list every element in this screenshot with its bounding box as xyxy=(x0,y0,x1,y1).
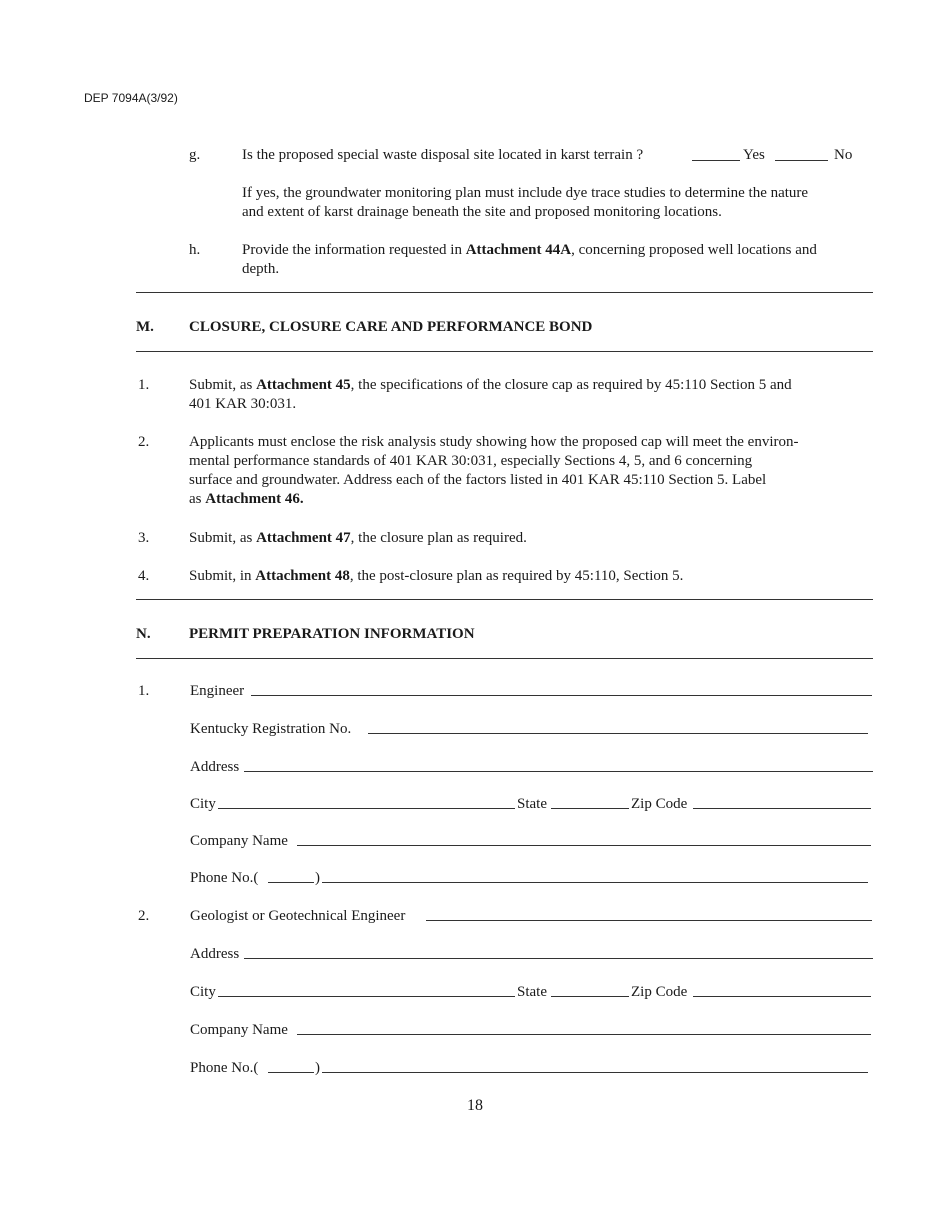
engineer-field[interactable] xyxy=(251,695,872,696)
attachment-45: Attachment 45 xyxy=(256,377,351,393)
geologist-state-label: State xyxy=(517,984,547,1000)
engineer-label: Engineer xyxy=(190,683,245,699)
m-item-4-pre: Submit, in xyxy=(189,568,256,584)
geologist-address-label: Address xyxy=(190,946,240,962)
geologist-phone-field[interactable] xyxy=(322,1072,868,1073)
geologist-phone-label: Phone No.( xyxy=(190,1060,259,1076)
geologist-field[interactable] xyxy=(426,920,872,921)
attachment-48: Attachment 48 xyxy=(255,568,350,584)
m-item-3-post: , the closure plan as required. xyxy=(350,530,527,546)
item-g-question: Is the proposed special waste disposal site located in karst terrain ? xyxy=(242,147,644,163)
m-item-3-line1 xyxy=(189,529,527,548)
section-n-title: PERMIT PREPARATION INFORMATION xyxy=(189,626,475,642)
m-item-4-post: , the post-closure plan as required by 45:110, Section 5. xyxy=(349,568,684,584)
engineer-city-label: City xyxy=(190,796,216,812)
attachment-47: Attachment 47 xyxy=(256,530,351,546)
engineer-city-field[interactable] xyxy=(218,808,515,809)
m-item-1-line2: 401 KAR 30:031. xyxy=(189,396,297,412)
section-m-letter: M. xyxy=(136,319,154,335)
engineer-phone-close: ) xyxy=(315,870,320,886)
geologist-city-label: City xyxy=(190,984,216,1000)
section-divider xyxy=(136,599,873,600)
item-h-line1 xyxy=(242,241,817,260)
item-h-line2: depth. xyxy=(242,261,280,277)
item-h-letter: h. xyxy=(189,242,201,258)
geologist-address-field[interactable] xyxy=(244,958,873,959)
engineer-zip-label: Zip Code xyxy=(631,796,688,812)
geologist-label: Geologist or Geotechnical Engineer xyxy=(190,908,406,924)
engineer-area-code-field[interactable] xyxy=(268,882,314,883)
m-item-3-num: 3. xyxy=(138,530,150,546)
m-item-1-num: 1. xyxy=(138,377,150,393)
item-h-post: , concerning proposed well locations and xyxy=(571,242,817,258)
geologist-company-field[interactable] xyxy=(297,1034,871,1035)
geologist-area-code-field[interactable] xyxy=(268,1072,314,1073)
registration-label: Kentucky Registration No. xyxy=(190,721,352,737)
item-g-letter: g. xyxy=(189,147,201,163)
engineer-company-label: Company Name xyxy=(190,833,288,849)
item-g-note-line1: If yes, the groundwater monitoring plan must include dye trace studies to determine the nature xyxy=(242,185,809,201)
yes-answer-line[interactable] xyxy=(692,160,740,161)
m-item-1-line1 xyxy=(189,376,792,395)
no-answer-line[interactable] xyxy=(775,160,828,161)
m-item-2-line4-pre: as xyxy=(189,491,206,507)
page-number: 18 xyxy=(467,1097,483,1114)
attachment-44a: Attachment 44A xyxy=(465,242,572,258)
geologist-zip-label: Zip Code xyxy=(631,984,688,1000)
section-divider xyxy=(136,351,873,352)
engineer-phone-label: Phone No.( xyxy=(190,870,259,886)
m-item-2-line3: surface and groundwater. Address each of the factors listed in 401 KAR 45:110 Section 5. Label xyxy=(189,472,767,488)
m-item-1-post: , the specifications of the closure cap as required by 45:110 Section 5 and xyxy=(350,377,792,393)
m-item-2-line1: Applicants must enclose the risk analysis study showing how the proposed cap will meet the environ- xyxy=(189,434,799,450)
m-item-2-line2: mental performance standards of 401 KAR 30:031, especially Sections 4, 5, and 6 concerning xyxy=(189,453,753,469)
n-item-1-num: 1. xyxy=(138,683,150,699)
m-item-1-pre: Submit, as xyxy=(189,377,257,393)
m-item-2-num: 2. xyxy=(138,434,150,450)
engineer-address-label: Address xyxy=(190,759,240,775)
attachment-46: Attachment 46. xyxy=(205,491,304,507)
section-divider xyxy=(136,292,873,293)
engineer-zip-field[interactable] xyxy=(693,808,871,809)
geologist-company-label: Company Name xyxy=(190,1022,288,1038)
m-item-4-num: 4. xyxy=(138,568,150,584)
section-divider xyxy=(136,658,873,659)
registration-field[interactable] xyxy=(368,733,868,734)
geologist-state-field[interactable] xyxy=(551,996,629,997)
m-item-3-pre: Submit, as xyxy=(189,530,257,546)
geologist-zip-field[interactable] xyxy=(693,996,871,997)
geologist-city-field[interactable] xyxy=(218,996,515,997)
engineer-address-field[interactable] xyxy=(244,771,873,772)
no-option-label: No xyxy=(834,147,853,163)
yes-option-label: Yes xyxy=(743,147,765,163)
section-m-title: CLOSURE, CLOSURE CARE AND PERFORMANCE BOND xyxy=(189,319,593,335)
form-id: DEP 7094A(3/92) xyxy=(84,91,178,105)
engineer-phone-field[interactable] xyxy=(322,882,868,883)
m-item-2-line4 xyxy=(189,490,304,509)
item-g-note-line2: and extent of karst drainage beneath the site and proposed monitoring locations. xyxy=(242,204,722,220)
engineer-company-field[interactable] xyxy=(297,845,871,846)
geologist-phone-close: ) xyxy=(315,1060,320,1076)
section-n-letter: N. xyxy=(136,626,151,642)
engineer-state-label: State xyxy=(517,796,547,812)
m-item-4-line1 xyxy=(189,567,683,586)
item-h-pre: Provide the information requested in xyxy=(242,242,466,258)
n-item-2-num: 2. xyxy=(138,908,150,924)
engineer-state-field[interactable] xyxy=(551,808,629,809)
